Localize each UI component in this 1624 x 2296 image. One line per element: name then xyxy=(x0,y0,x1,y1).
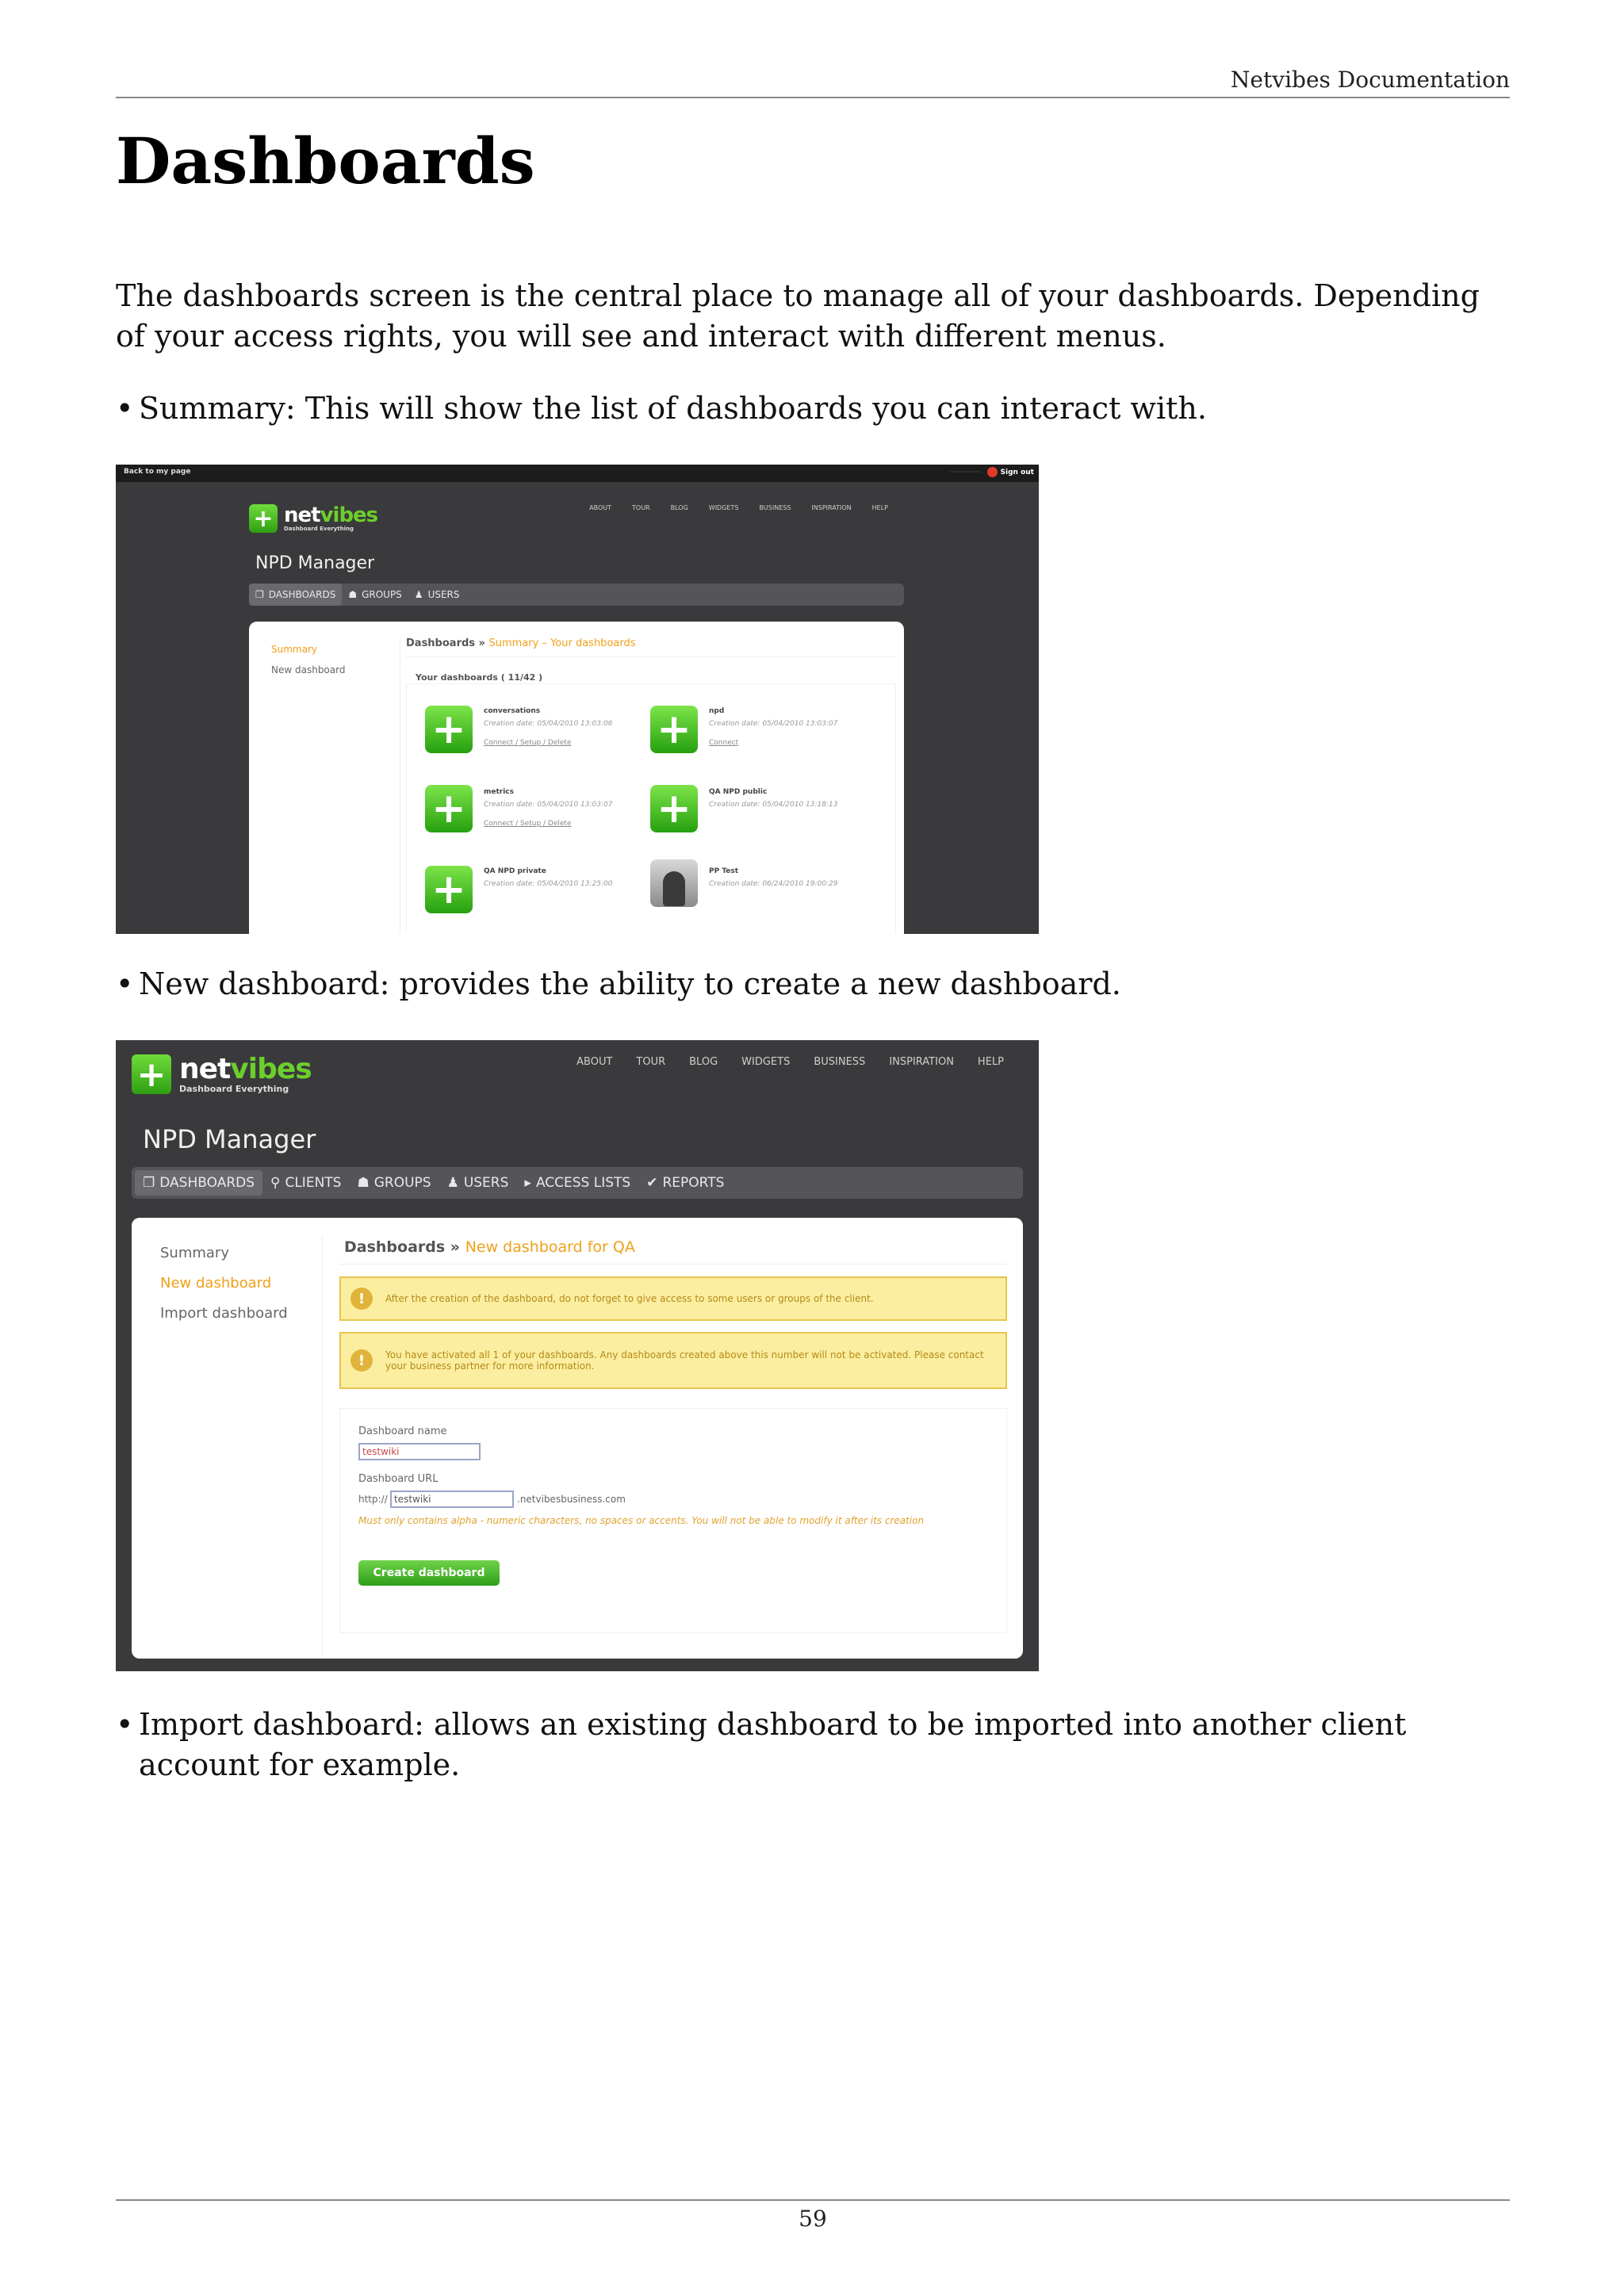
summary-panel xyxy=(249,622,904,934)
nav-inspiration[interactable]: INSPIRATION xyxy=(889,1056,954,1068)
card-name: QA NPD public xyxy=(709,788,768,796)
nav-tour[interactable]: TOUR xyxy=(636,1056,666,1068)
card-name: PP Test xyxy=(709,867,739,875)
card-date: Creation date: 05/04/2010 13:03:06 xyxy=(484,720,613,728)
search-icon: ⚲ xyxy=(270,1175,281,1191)
tab-groups[interactable]: ☗ GROUPS xyxy=(348,589,402,600)
nav-business[interactable]: BUSINESS xyxy=(759,504,791,511)
url-label: Dashboard URL xyxy=(358,1473,439,1485)
card-date: Creation date: 06/24/2010 19:00:29 xyxy=(709,880,838,888)
notice-access: ! After the creation of the dashboard, do not forget to give access to some users or groups of the client. xyxy=(339,1276,1007,1321)
intro-paragraph: The dashboards screen is the central place to manage all of your dashboards. Depending of your access rights, you will see and interact with different menus. xyxy=(116,278,1480,354)
tab-users[interactable]: ♟ USERS xyxy=(446,1175,509,1191)
top-bar xyxy=(116,465,1039,482)
nav-help[interactable]: HELP xyxy=(977,1056,1004,1068)
user-icon: ♟ xyxy=(446,1175,459,1191)
nav-help[interactable]: HELP xyxy=(871,504,888,511)
notice-activation: ! You have activated all 1 of your dashboards. Any dashboards created above this number will not be activated. Please contact your business partner for more information. xyxy=(339,1332,1007,1389)
card-date: Creation date: 05/04/2010 13:03:07 xyxy=(709,720,838,728)
running-header: Netvibes Documentation xyxy=(1230,67,1510,93)
card-links[interactable]: Connect xyxy=(709,739,739,747)
card-name: conversations xyxy=(484,707,541,715)
breadcrumb: Dashboards » Summary – Your dashboards xyxy=(406,637,636,649)
side-divider xyxy=(322,1235,323,1659)
page-title: Dashboards xyxy=(116,124,535,198)
crumb-rule xyxy=(339,1264,1007,1265)
access-list-icon: ▸ xyxy=(524,1175,531,1191)
summary-screenshot xyxy=(116,465,1039,934)
nav-about[interactable]: ABOUT xyxy=(589,504,612,511)
user-photo-icon[interactable] xyxy=(650,859,698,907)
top-navigation xyxy=(589,504,888,511)
user-icon: ♟ xyxy=(414,589,423,600)
side-new-dashboard[interactable]: New dashboard xyxy=(160,1275,272,1292)
back-link[interactable]: Back to my page xyxy=(124,468,191,476)
groups-icon: ☗ xyxy=(348,589,358,600)
page-number: 59 xyxy=(799,2206,827,2232)
side-menu xyxy=(160,1238,288,1329)
report-icon: ✔ xyxy=(646,1175,658,1191)
card-date: Creation date: 05/04/2010 13:18:13 xyxy=(709,801,838,809)
user-email: ················ xyxy=(949,469,982,476)
plus-logo-icon: + xyxy=(132,1054,171,1094)
dashboard-count: Your dashboards ( 11/42 ) xyxy=(416,672,543,683)
sign-out-link[interactable]: Sign out xyxy=(987,467,1034,477)
tab-bar xyxy=(249,584,904,606)
nav-tour[interactable]: TOUR xyxy=(632,504,650,511)
bullet-new-dashboard: • New dashboard: provides the ability to create a new dashboard. xyxy=(116,964,1511,1004)
url-hint: Must only contains alpha - numeric characters, no spaces or accents. You will not be able to modify it after its creation xyxy=(358,1515,925,1526)
tab-groups[interactable]: ☗ GROUPS xyxy=(357,1175,431,1191)
green-plus-icon[interactable]: + xyxy=(425,785,473,832)
card-links[interactable]: Connect / Setup / Delete xyxy=(484,820,572,828)
nav-widgets[interactable]: WIDGETS xyxy=(741,1056,791,1068)
nav-blog[interactable]: BLOG xyxy=(670,504,688,511)
side-new-dashboard[interactable]: New dashboard xyxy=(271,664,346,675)
green-plus-icon[interactable]: + xyxy=(650,706,698,753)
nav-widgets[interactable]: WIDGETS xyxy=(708,504,739,511)
green-plus-icon[interactable]: + xyxy=(425,866,473,913)
tab-users[interactable]: ♟ USERS xyxy=(414,589,460,600)
card-date: Creation date: 05/04/2010 13:25:00 xyxy=(484,880,613,888)
tab-reports[interactable]: ✔ REPORTS xyxy=(646,1175,725,1191)
netvibes-logo[interactable]: + netvibes Dashboard Everything xyxy=(249,504,377,533)
nav-business[interactable]: BUSINESS xyxy=(814,1056,866,1068)
card-links[interactable]: Connect / Setup / Delete xyxy=(484,739,572,747)
crumb-rule xyxy=(406,656,896,657)
url-suffix: .netvibesbusiness.com xyxy=(517,1494,626,1505)
close-icon xyxy=(987,467,998,477)
tab-clients[interactable]: ⚲ CLIENTS xyxy=(270,1175,342,1191)
top-navigation xyxy=(576,1056,1004,1068)
card-date: Creation date: 05/04/2010 13:03:07 xyxy=(484,801,613,809)
nav-about[interactable]: ABOUT xyxy=(576,1056,613,1068)
tab-bar xyxy=(132,1167,1023,1199)
bullet-import-dashboard: • Import dashboard: allows an existing dashboard to be imported into another client account for example. xyxy=(116,1705,1511,1785)
breadcrumb: Dashboards » New dashboard for QA xyxy=(344,1238,635,1256)
groups-icon: ☗ xyxy=(357,1175,370,1191)
dashboard-icon: ❐ xyxy=(255,589,264,600)
url-prefix: http:// xyxy=(358,1494,388,1505)
dashboard-icon: ❐ xyxy=(143,1175,155,1191)
green-plus-icon[interactable]: + xyxy=(425,706,473,753)
header-rule xyxy=(116,97,1510,98)
green-plus-icon[interactable]: + xyxy=(650,785,698,832)
bullet-summary: • Summary: This will show the list of dashboards you can interact with. xyxy=(116,388,1511,429)
warning-icon: ! xyxy=(350,1288,373,1310)
side-summary[interactable]: Summary xyxy=(271,644,317,655)
card-name: QA NPD private xyxy=(484,867,546,875)
tab-access-lists[interactable]: ▸ ACCESS LISTS xyxy=(524,1175,631,1191)
side-import-dashboard[interactable]: Import dashboard xyxy=(160,1305,288,1322)
warning-icon: ! xyxy=(350,1349,373,1372)
manager-title: NPD Manager xyxy=(143,1124,316,1154)
nav-blog[interactable]: BLOG xyxy=(689,1056,718,1068)
card-name: npd xyxy=(709,707,725,715)
plus-logo-icon: + xyxy=(249,504,278,533)
netvibes-logo[interactable]: + netvibes Dashboard Everything xyxy=(132,1054,312,1094)
nav-inspiration[interactable]: INSPIRATION xyxy=(811,504,852,511)
dashboard-url-input[interactable] xyxy=(390,1490,514,1508)
new-dashboard-panel xyxy=(132,1218,1023,1659)
manager-title: NPD Manager xyxy=(255,553,375,573)
side-summary[interactable]: Summary xyxy=(160,1245,229,1261)
footer-rule xyxy=(116,2199,1510,2201)
new-dashboard-screenshot xyxy=(116,1040,1039,1671)
side-menu xyxy=(271,639,345,680)
tab-dashboards[interactable]: ❐ DASHBOARDS xyxy=(135,1170,262,1196)
name-label: Dashboard name xyxy=(358,1425,447,1437)
dashboard-name-input[interactable] xyxy=(358,1443,481,1460)
tab-dashboards[interactable]: ❐ DASHBOARDS xyxy=(249,584,342,606)
create-dashboard-button[interactable]: Create dashboard xyxy=(358,1560,500,1586)
card-name: metrics xyxy=(484,788,514,796)
